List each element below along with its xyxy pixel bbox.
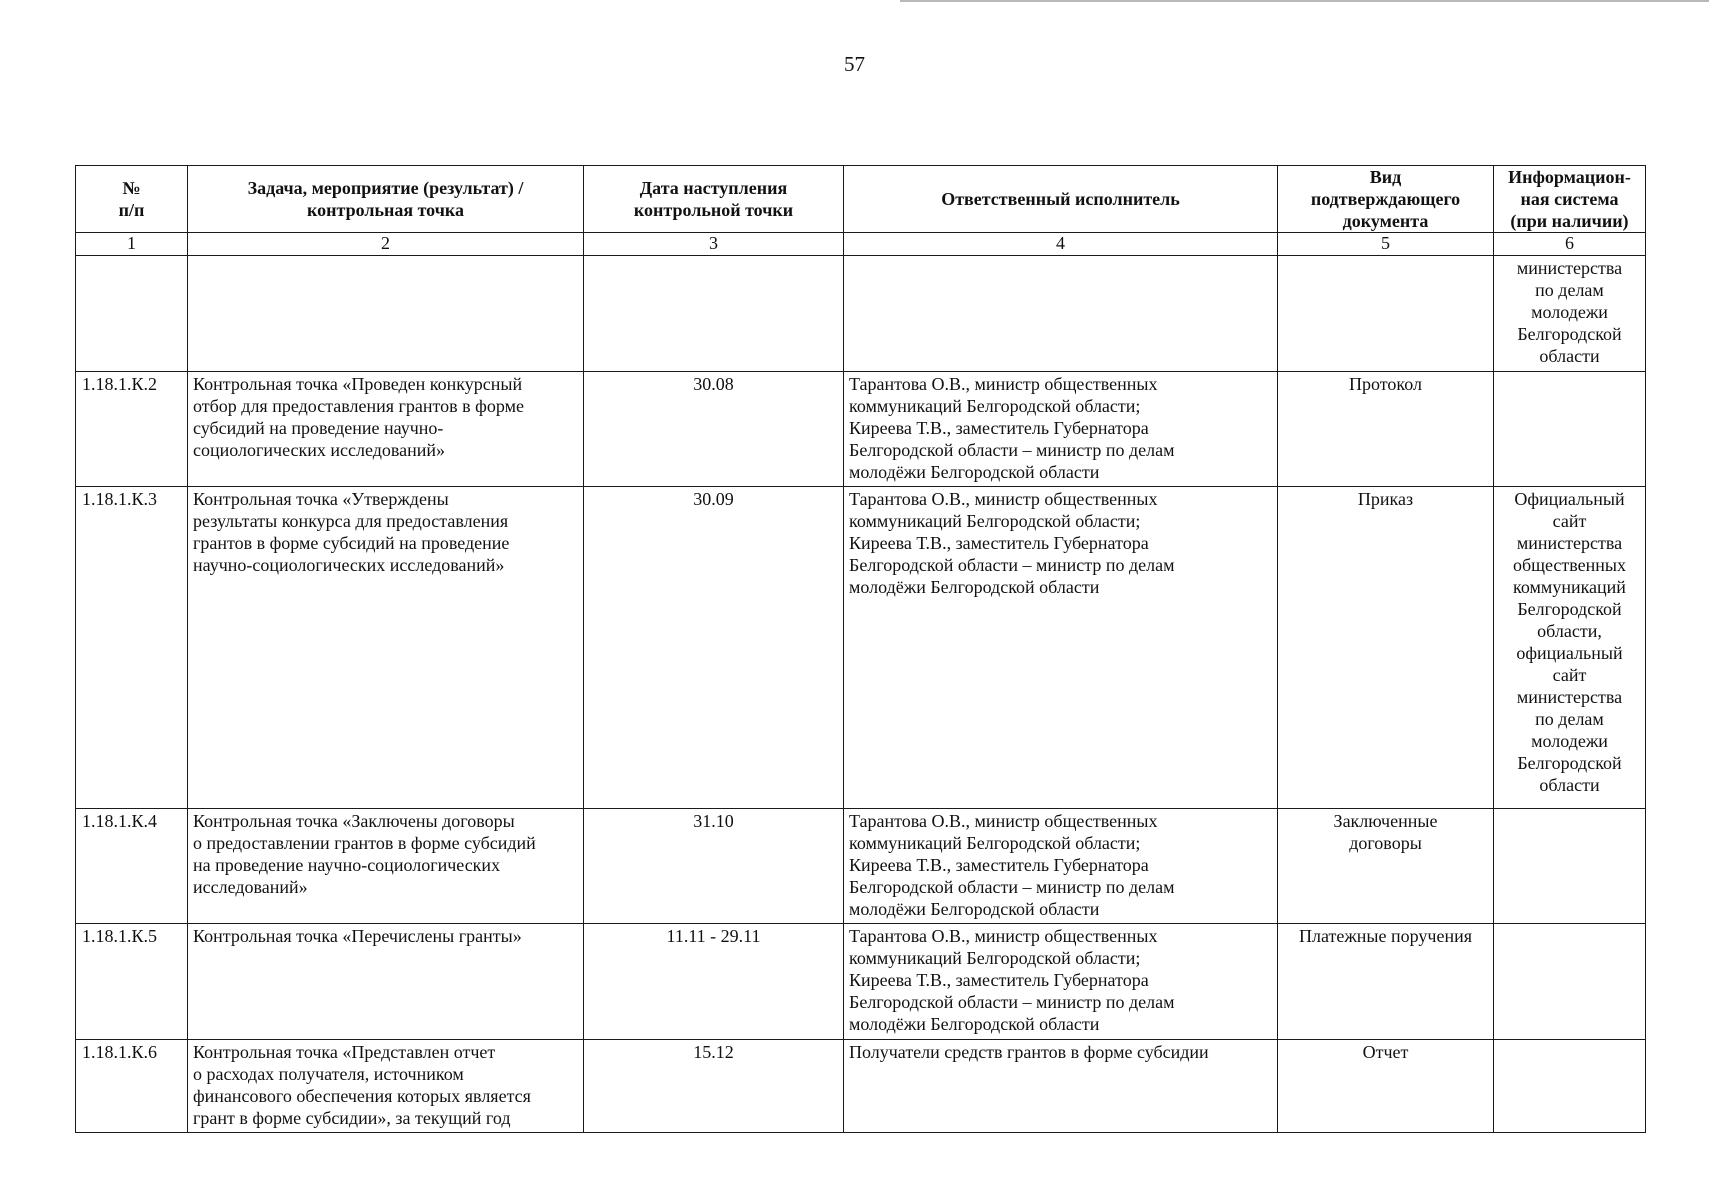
date-cell: 15.12	[584, 1040, 844, 1133]
info-system-cell: Официальный сайт министерства общественных коммуникаций Белгородской области, официальный сайт министерства по делам молодежи Белгородской области	[1494, 487, 1646, 809]
responsible-cell: Тарантова О.В., министр общественных коммуникаций Белгородской области; Киреева Т.В., заместитель Губернатора Белгородской области – министр по делам молодёжи Белгородской области	[844, 924, 1278, 1040]
page-number: 57	[844, 52, 865, 76]
date-cell	[584, 256, 844, 372]
task-cell: Контрольная точка «Утверждены результаты конкурса для предоставления грантов в форме субсидий на проведение научно-социологических исследований»	[188, 487, 584, 809]
table-row	[76, 1040, 1646, 1133]
table-row	[76, 372, 1646, 487]
info-system-cell: министерства по делам молодежи Белгородской области	[1494, 256, 1646, 372]
responsible-cell: Получатели средств грантов в форме субсидии	[844, 1040, 1278, 1133]
responsible-cell	[844, 256, 1278, 372]
row-number-cell: 1.18.1.К.5	[76, 924, 188, 1040]
table-row	[76, 809, 1646, 924]
task-cell: Контрольная точка «Проведен конкурсный отбор для предоставления грантов в форме субсидий на проведение научно- социологических исследований»	[188, 372, 584, 487]
scan-top-edge-line	[900, 0, 1709, 2]
date-cell: 11.11 - 29.11	[584, 924, 844, 1040]
responsible-cell: Тарантова О.В., министр общественных коммуникаций Белгородской области; Киреева Т.В., заместитель Губернатора Белгородской области – министр по делам молодёжи Белгородской области	[844, 372, 1278, 487]
info-system-cell	[1494, 372, 1646, 487]
document-type-cell	[1278, 256, 1494, 372]
header-cell: Дата наступления контрольной точки	[584, 166, 844, 233]
document-type-cell: Протокол	[1278, 372, 1494, 487]
date-cell: 30.08	[584, 372, 844, 487]
header-cell: Ответственный исполнитель	[844, 166, 1278, 233]
document-type-cell: Заключенные договоры	[1278, 809, 1494, 924]
table-row	[76, 256, 1646, 372]
column-number-cell: 2	[188, 233, 584, 256]
task-cell: Контрольная точка «Представлен отчет о расходах получателя, источником финансового обеспечения которых является грант в форме субсидии», за текущий год	[188, 1040, 584, 1133]
row-number-cell	[76, 256, 188, 372]
task-cell	[188, 256, 584, 372]
date-cell: 30.09	[584, 487, 844, 809]
header-cell: № п/п	[76, 166, 188, 233]
column-number-cell: 6	[1494, 233, 1646, 256]
document-type-cell: Приказ	[1278, 487, 1494, 809]
responsible-cell: Тарантова О.В., министр общественных коммуникаций Белгородской области; Киреева Т.В., заместитель Губернатора Белгородской области – министр по делам молодёжи Белгородской области	[844, 487, 1278, 809]
header-cell: Информацион- ная система (при наличии)	[1494, 166, 1646, 233]
info-system-cell	[1494, 924, 1646, 1040]
info-system-cell	[1494, 809, 1646, 924]
row-number-cell: 1.18.1.К.2	[76, 372, 188, 487]
document-type-cell: Платежные поручения	[1278, 924, 1494, 1040]
column-number-row	[76, 233, 1646, 256]
responsible-cell: Тарантова О.В., министр общественных коммуникаций Белгородской области; Киреева Т.В., заместитель Губернатора Белгородской области – министр по делам молодёжи Белгородской области	[844, 809, 1278, 924]
row-number-cell: 1.18.1.К.3	[76, 487, 188, 809]
task-cell: Контрольная точка «Перечислены гранты»	[188, 924, 584, 1040]
table-header-row	[76, 166, 1646, 233]
table-row	[76, 487, 1646, 809]
column-number-cell: 5	[1278, 233, 1494, 256]
column-number-cell: 1	[76, 233, 188, 256]
info-system-cell	[1494, 1040, 1646, 1133]
column-number-cell: 4	[844, 233, 1278, 256]
header-cell: Вид подтверждающего документа	[1278, 166, 1494, 233]
date-cell: 31.10	[584, 809, 844, 924]
control-points-table	[75, 165, 1646, 1133]
column-number-cell: 3	[584, 233, 844, 256]
table-row	[76, 924, 1646, 1040]
row-number-cell: 1.18.1.К.6	[76, 1040, 188, 1133]
header-cell: Задача, мероприятие (результат) / контрольная точка	[188, 166, 584, 233]
document-type-cell: Отчет	[1278, 1040, 1494, 1133]
task-cell: Контрольная точка «Заключены договоры о предоставлении грантов в форме субсидий на проведение научно-социологических исследований»	[188, 809, 584, 924]
row-number-cell: 1.18.1.К.4	[76, 809, 188, 924]
